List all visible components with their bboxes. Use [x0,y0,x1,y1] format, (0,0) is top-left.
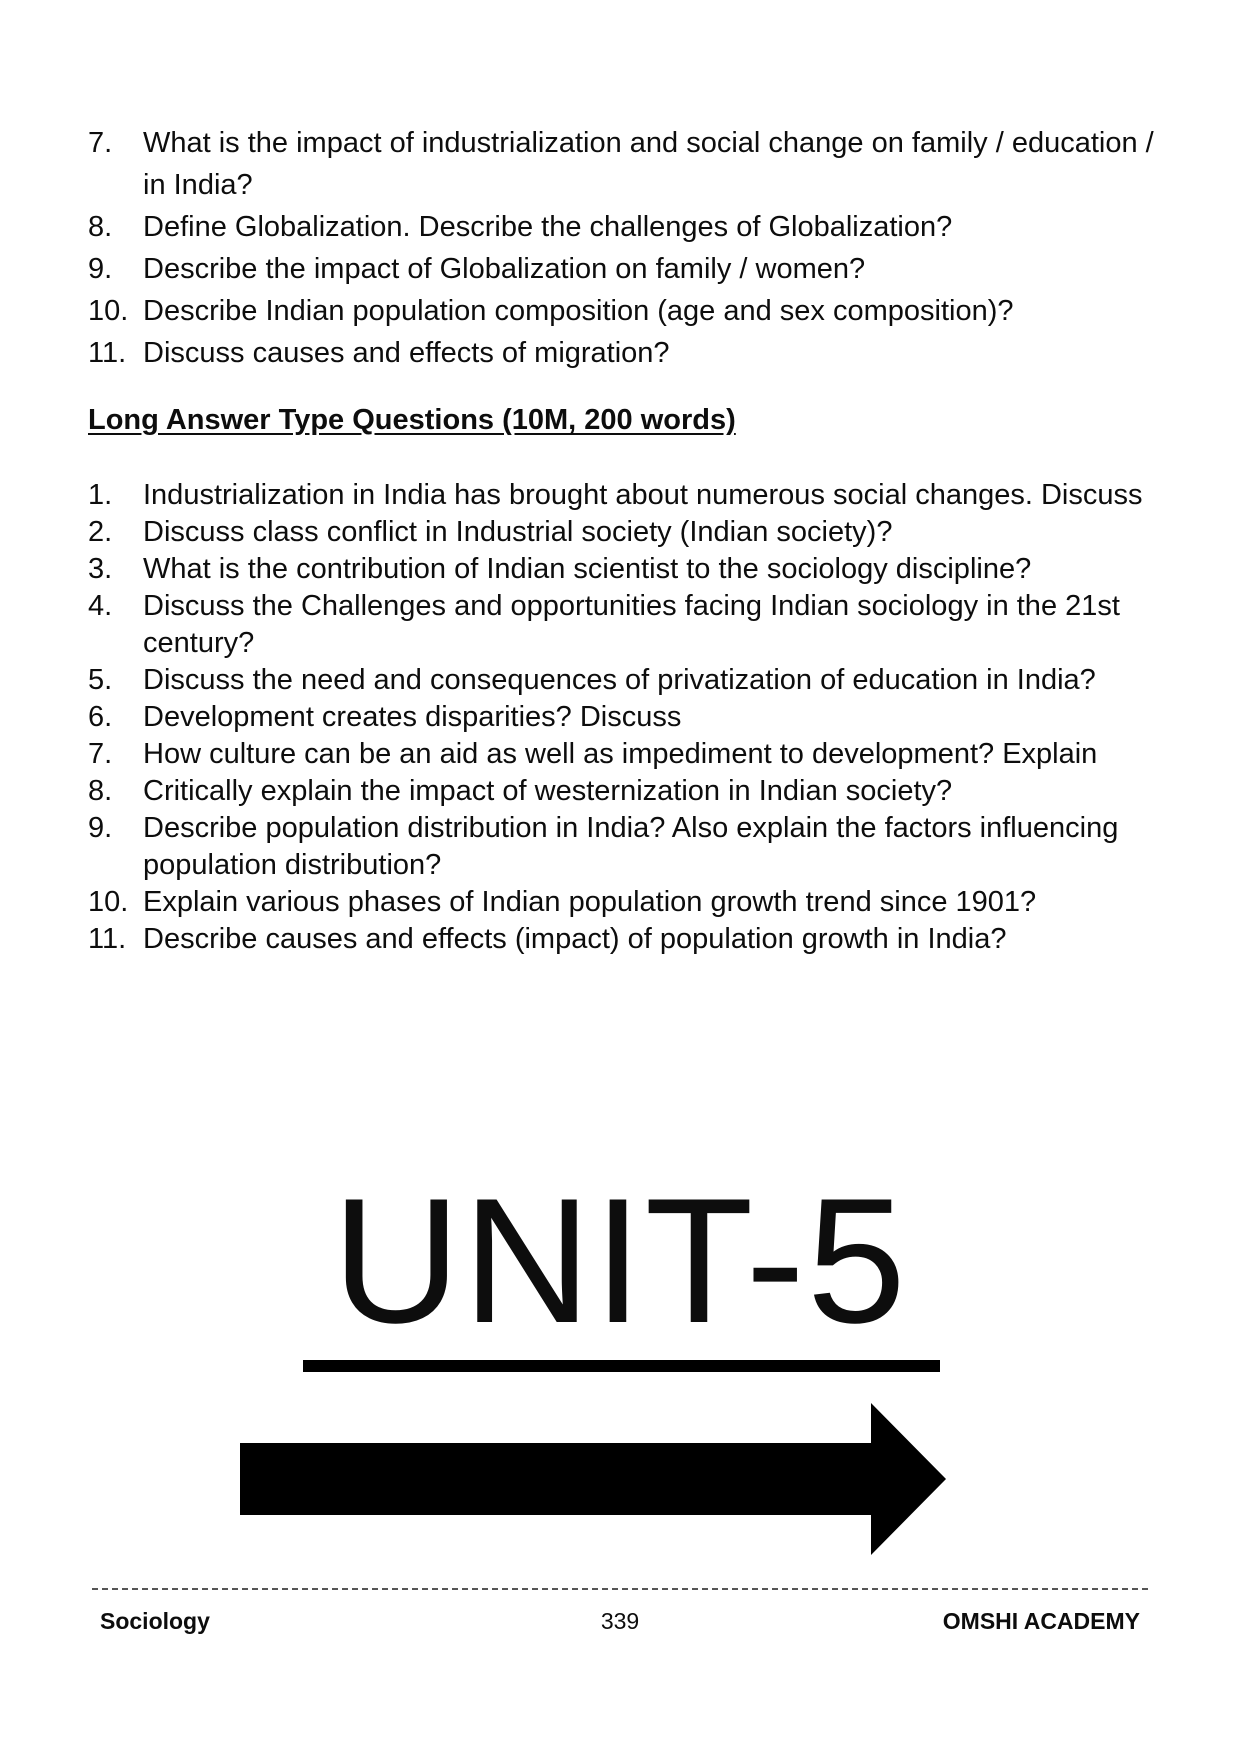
list-item [88,551,1168,588]
item-number: 8. [88,211,113,243]
item-number: 7. [88,127,113,159]
item-text: Discuss causes and effects of migration? [143,337,670,369]
list-item [88,662,1168,699]
item-number: 9. [88,253,113,285]
unit-title-underline [303,1360,940,1372]
right-arrow-icon [238,1403,948,1555]
list-item [88,773,1168,810]
item-number: 11. [88,337,127,369]
item-text: Discuss the Challenges and opportunities facing Indian sociology in the 21st century? [143,590,1120,659]
item-number: 11. [88,923,127,955]
item-number: 5. [88,664,113,696]
item-text: Development creates disparities? Discuss [143,701,682,733]
item-number: 1. [88,479,113,511]
item-text: Explain various phases of Indian population growth trend since 1901? [143,886,1037,918]
section-heading: Long Answer Type Questions (10M, 200 words) [88,404,736,436]
item-number: 7. [88,738,113,770]
item-text: Describe the impact of Globalization on family / women? [143,253,866,285]
item-number: 4. [88,590,113,622]
item-text: Describe population distribution in India? Also explain the factors influencing population distribution? [143,812,1119,881]
item-number: 2. [88,516,113,548]
item-text: How culture can be an aid as well as impediment to development? Explain [143,738,1098,770]
item-number: 8. [88,775,113,807]
item-number: 6. [88,701,113,733]
footer-divider [92,1588,1148,1590]
list-item [88,332,1168,374]
list-item [88,290,1168,332]
item-number: 3. [88,553,113,585]
list-item [88,122,1168,206]
list-item [88,884,1168,921]
item-text: Industrialization in India has brought about numerous social changes. Discuss [143,479,1143,511]
list-item [88,921,1168,958]
list-item [88,477,1168,514]
item-number: 10. [88,886,129,918]
list-item [88,206,1168,248]
list-item [88,588,1168,662]
item-text: Describe causes and effects (impact) of population growth in India? [143,923,1007,955]
unit-title: UNIT-5 [332,1161,908,1360]
long-question-list [88,477,1168,958]
item-text: Discuss the need and consequences of privatization of education in India? [143,664,1096,696]
item-number: 10. [88,295,129,327]
list-item [88,699,1168,736]
list-item [88,810,1168,884]
item-text: What is the contribution of Indian scientist to the sociology discipline? [143,553,1032,585]
item-text: Describe Indian population composition (age and sex composition)? [143,295,1014,327]
item-number: 9. [88,812,113,844]
footer-subject: Sociology [100,1608,210,1634]
item-text: Critically explain the impact of westernization in Indian society? [143,775,953,807]
item-text: Define Globalization. Describe the challenges of Globalization? [143,211,953,243]
item-text: What is the impact of industrialization and social change on family / education / in India? [143,127,1154,201]
footer-publisher: OMSHI ACADEMY [942,1608,1140,1634]
list-item [88,736,1168,773]
list-item [88,514,1168,551]
list-item [88,248,1168,290]
item-text: Discuss class conflict in Industrial society (Indian society)? [143,516,893,548]
short-question-list [88,122,1168,374]
page-number: 339 [600,1608,640,1634]
